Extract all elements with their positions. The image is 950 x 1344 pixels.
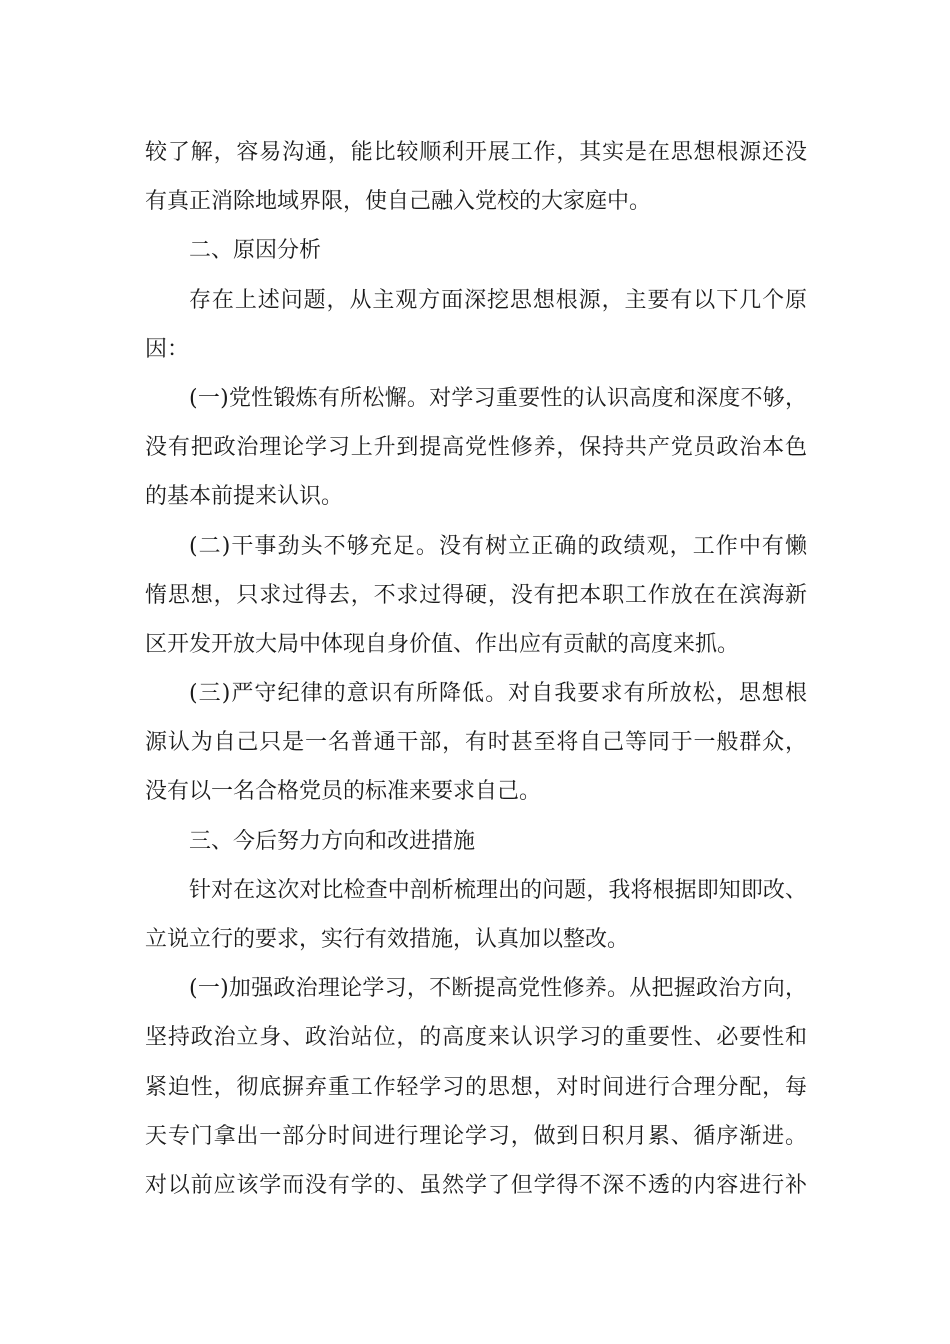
body-line: 天专门拿出一部分时间进行理论学习，做到日积月累、循序渐进。 xyxy=(145,1123,807,1149)
body-line: 惰思想，只求过得去，不求过得硬，没有把本职工作放在在滨海新 xyxy=(145,582,807,608)
section-heading: 二、原因分析 xyxy=(189,238,322,264)
body-line: (三)严守纪律的意识有所降低。对自我要求有所放松，思想根 xyxy=(189,681,807,707)
body-line: 紧迫性，彻底摒弃重工作轻学习的思想，对时间进行合理分配，每 xyxy=(145,1074,807,1100)
body-line: 源认为自己只是一名普通干部，有时甚至将自己等同于一般群众， xyxy=(145,730,807,756)
body-line: 没有把政治理论学习上升到提高党性修养，保持共产党员政治本色 xyxy=(145,435,807,461)
body-line: 的基本前提来认识。 xyxy=(145,484,344,510)
body-line: 对以前应该学而没有学的、虽然学了但学得不深不透的内容进行补 xyxy=(145,1172,807,1198)
body-line: 立说立行的要求，实行有效措施，认真加以整改。 xyxy=(145,927,630,952)
body-line: 有真正消除地域界限，使自己融入党校的大家庭中。 xyxy=(145,189,652,215)
body-line: 存在上述问题，从主观方面深挖思想根源，主要有以下几个原 xyxy=(189,287,807,313)
body-line: 较了解，容易沟通，能比较顺利开展工作，其实是在思想根源还没 xyxy=(145,140,807,165)
section-heading: 三、今后努力方向和改进措施 xyxy=(189,828,476,854)
body-line: (二)干事劲头不够充足。没有树立正确的政绩观，工作中有懒 xyxy=(189,533,807,559)
body-line: 针对在这次对比检查中剖析梳理出的问题，我将根据即知即改、 xyxy=(189,877,807,903)
body-line: 坚持政治立身、政治站位，的高度来认识学习的重要性、必要性和 xyxy=(145,1025,807,1051)
document-body xyxy=(145,128,807,1210)
body-line: 没有以一名合格党员的标准来要求自己。 xyxy=(145,779,542,805)
body-line: (一)加强政治理论学习，不断提高党性修养。从把握政治方向， xyxy=(189,976,807,1002)
body-line: 区开发开放大局中体现自身价值、作出应有贡献的高度来抓。 xyxy=(145,631,740,657)
body-line: 因： xyxy=(145,336,190,362)
body-line: (一)党性锻炼有所松懈。对学习重要性的认识高度和深度不够， xyxy=(189,385,807,411)
